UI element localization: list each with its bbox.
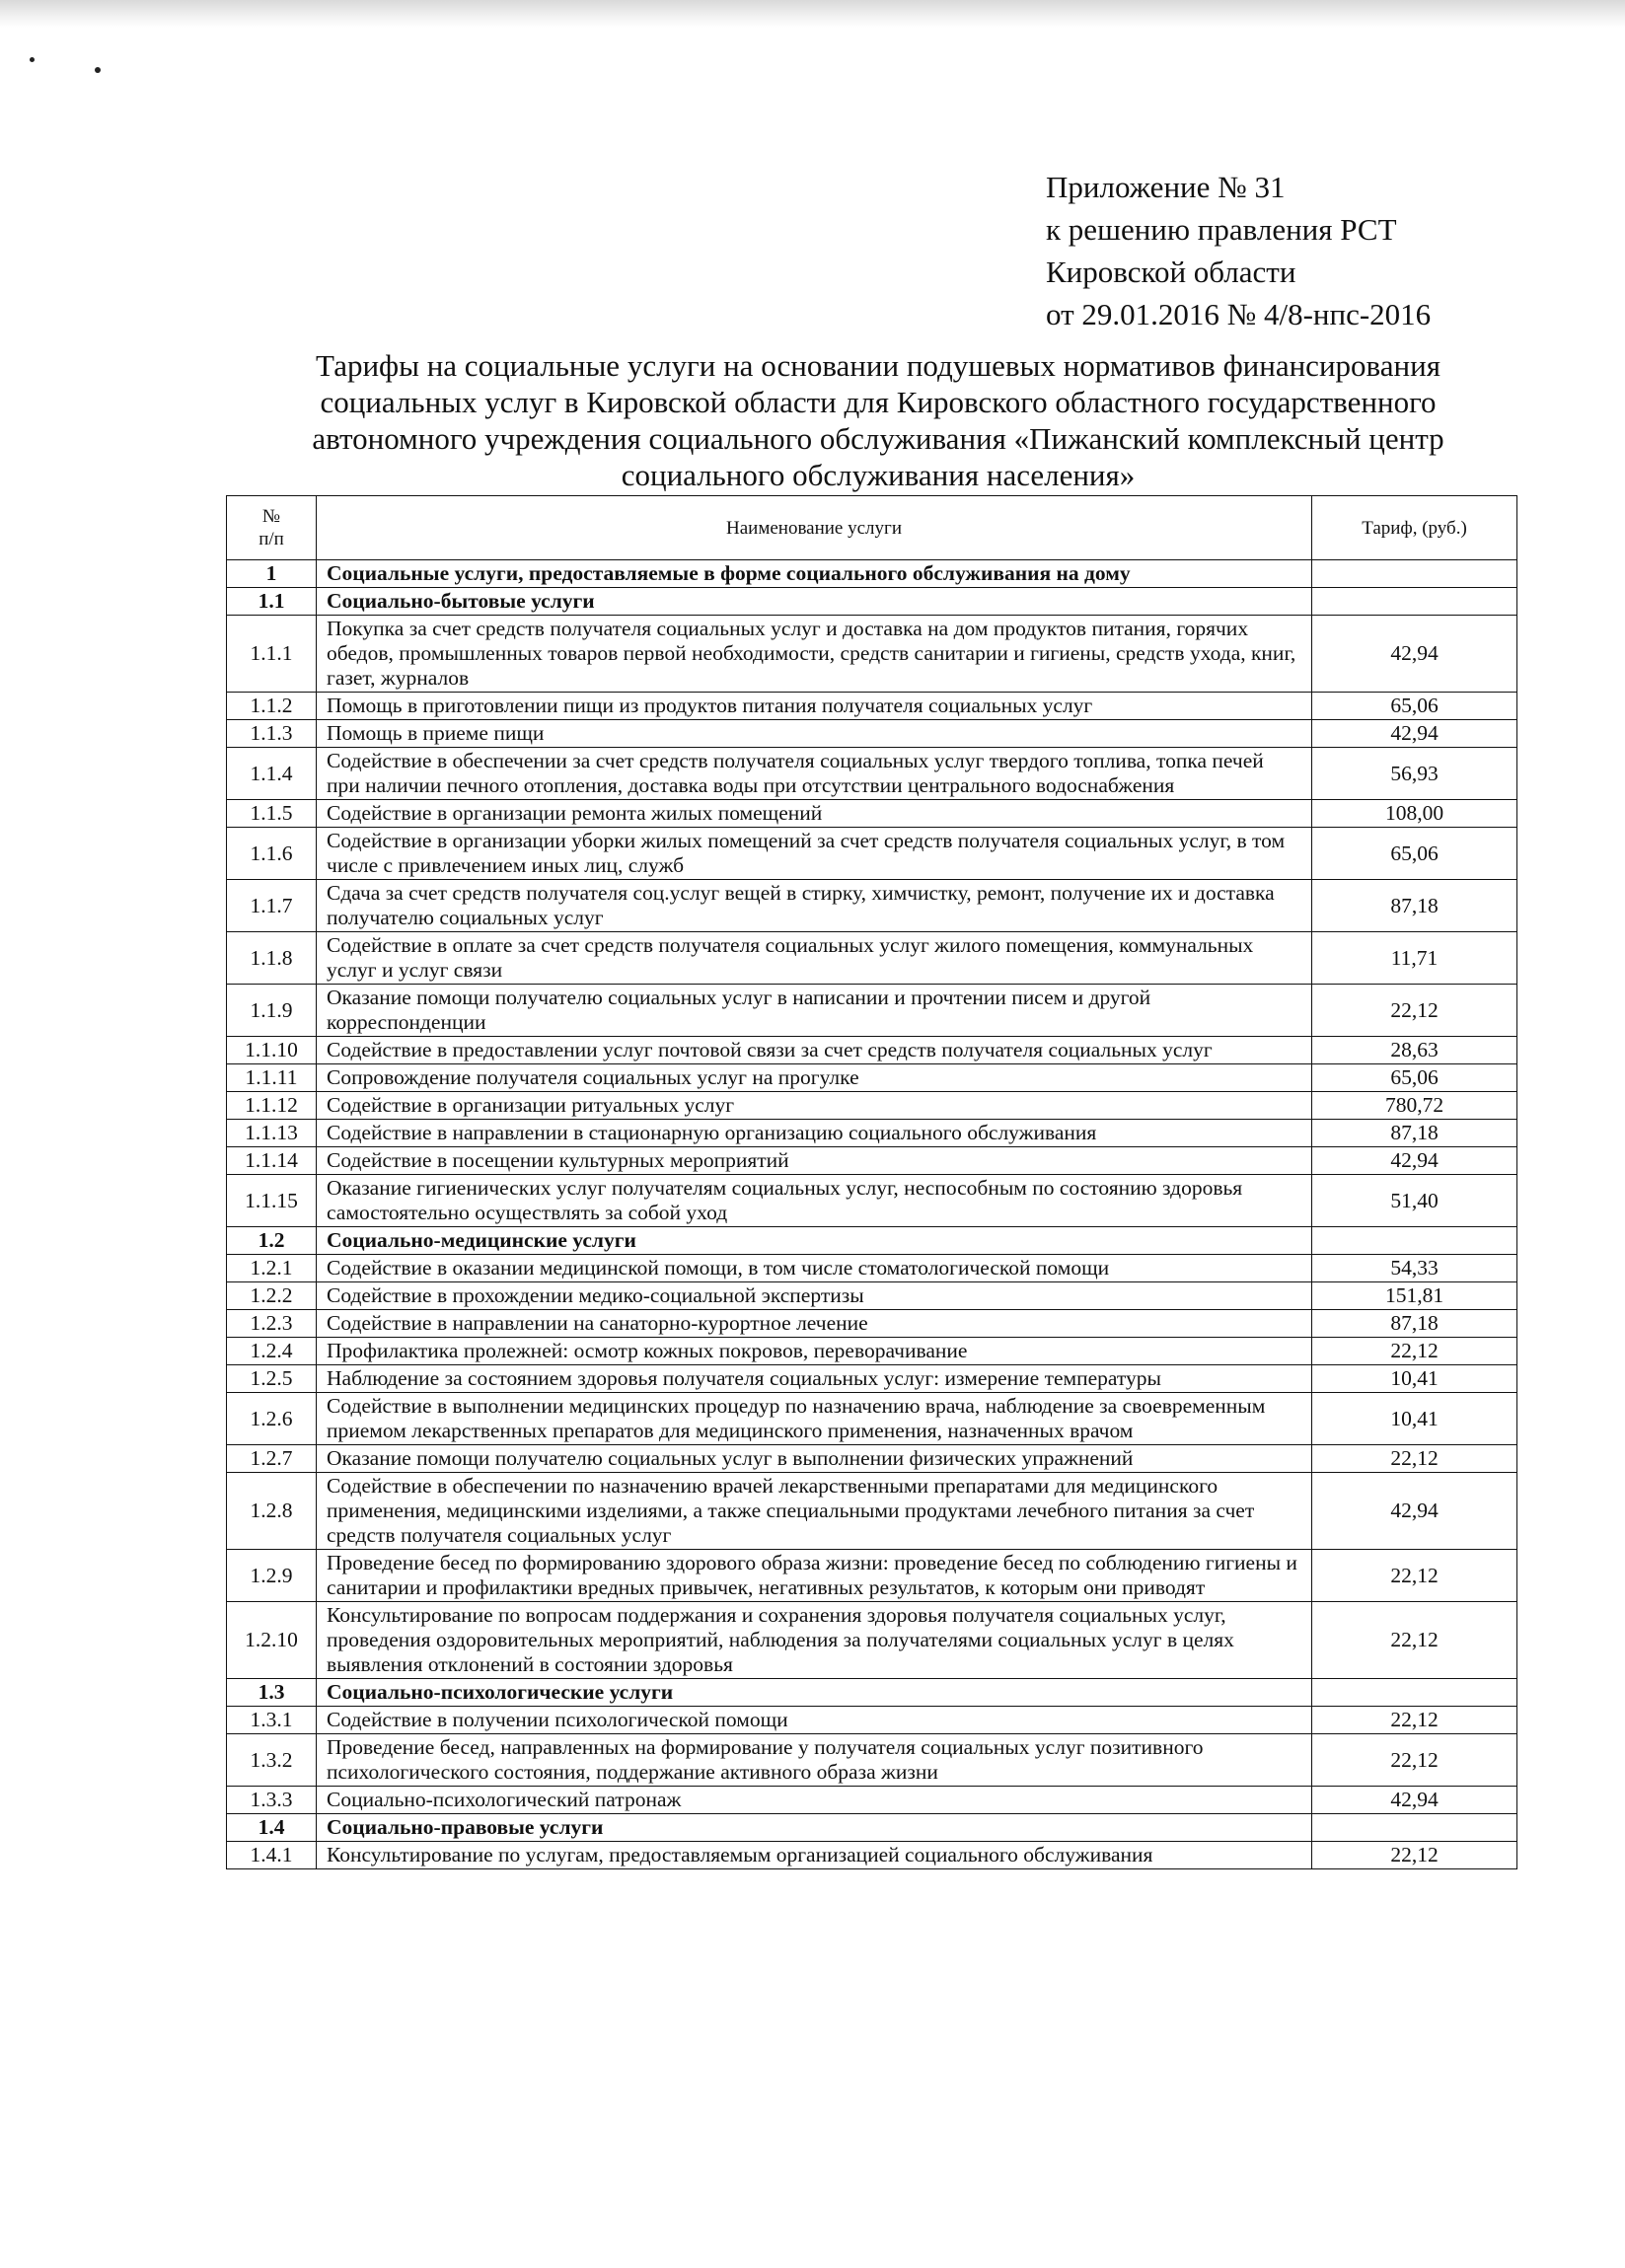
table-row bbox=[227, 1445, 1517, 1473]
row-number: 1 bbox=[227, 560, 317, 588]
row-service-name: Содействие в оказании медицинской помощи, в том числе стоматологической помощи bbox=[317, 1255, 1312, 1282]
table-row bbox=[227, 1175, 1517, 1227]
row-number: 1.2.4 bbox=[227, 1338, 317, 1365]
row-tariff: 22,12 bbox=[1312, 1734, 1517, 1787]
row-number: 1.1.2 bbox=[227, 693, 317, 720]
table-row bbox=[227, 985, 1517, 1037]
header-number-line1: № bbox=[261, 506, 281, 527]
row-tariff: 108,00 bbox=[1312, 800, 1517, 828]
row-tariff: 54,33 bbox=[1312, 1255, 1517, 1282]
header-tariff: Тариф, (руб.) bbox=[1312, 496, 1517, 560]
row-number: 1.1.8 bbox=[227, 932, 317, 985]
table-row bbox=[227, 1255, 1517, 1282]
tariff-table bbox=[226, 495, 1517, 1869]
row-service-name: Оказание гигиенических услуг получателям социальных услуг, неспособным по состоянию здоровья самостоятельно осуществлять за собой уход bbox=[317, 1175, 1312, 1227]
row-tariff: 42,94 bbox=[1312, 1147, 1517, 1175]
row-tariff: 87,18 bbox=[1312, 1310, 1517, 1338]
row-tariff: 87,18 bbox=[1312, 880, 1517, 932]
table-row bbox=[227, 1120, 1517, 1147]
row-tariff: 22,12 bbox=[1312, 1707, 1517, 1734]
row-service-name: Социально-психологические услуги bbox=[317, 1679, 1312, 1707]
table-row bbox=[227, 693, 1517, 720]
table-row bbox=[227, 1814, 1517, 1842]
table-row bbox=[227, 1147, 1517, 1175]
table-row bbox=[227, 1473, 1517, 1550]
table-row bbox=[227, 880, 1517, 932]
row-number: 1.1.12 bbox=[227, 1092, 317, 1120]
table-row bbox=[227, 1787, 1517, 1814]
table-row bbox=[227, 1365, 1517, 1393]
row-number: 1.4.1 bbox=[227, 1842, 317, 1869]
row-number: 1.1.5 bbox=[227, 800, 317, 828]
row-service-name: Наблюдение за состоянием здоровья получателя социальных услуг: измерение температуры bbox=[317, 1365, 1312, 1393]
row-number: 1.2.3 bbox=[227, 1310, 317, 1338]
table-row bbox=[227, 1734, 1517, 1787]
row-service-name: Профилактика пролежней: осмотр кожных покровов, переворачивание bbox=[317, 1338, 1312, 1365]
row-service-name: Содействие в направлении в стационарную организацию социального обслуживания bbox=[317, 1120, 1312, 1147]
row-service-name: Сдача за счет средств получателя соц.услуг вещей в стирку, химчистку, ремонт, получение их и доставка получателю социальных услуг bbox=[317, 880, 1312, 932]
appendix-block bbox=[1046, 166, 1559, 335]
row-number: 1.4 bbox=[227, 1814, 317, 1842]
row-tariff: 87,18 bbox=[1312, 1120, 1517, 1147]
row-service-name: Помощь в приготовлении пищи из продуктов питания получателя социальных услуг bbox=[317, 693, 1312, 720]
row-tariff: 65,06 bbox=[1312, 1064, 1517, 1092]
row-number: 1.3 bbox=[227, 1679, 317, 1707]
row-number: 1.1.13 bbox=[227, 1120, 317, 1147]
row-tariff: 42,94 bbox=[1312, 1473, 1517, 1550]
table-row bbox=[227, 1227, 1517, 1255]
row-tariff: 22,12 bbox=[1312, 1550, 1517, 1602]
row-tariff: 151,81 bbox=[1312, 1282, 1517, 1310]
row-service-name: Содействие в выполнении медицинских процедур по назначению врача, наблюдение за своевременным приемом лекарственных препаратов для медицинского применения, назначенных врачом bbox=[317, 1393, 1312, 1445]
row-number: 1.2.9 bbox=[227, 1550, 317, 1602]
row-service-name: Содействие в прохождении медико-социальной экспертизы bbox=[317, 1282, 1312, 1310]
table-row bbox=[227, 932, 1517, 985]
row-number: 1.1.4 bbox=[227, 748, 317, 800]
row-tariff: 22,12 bbox=[1312, 1445, 1517, 1473]
title-line: автономного учреждения социального обслуживания «Пижанский комплексный центр bbox=[312, 421, 1444, 456]
table-row bbox=[227, 1602, 1517, 1679]
row-tariff: 10,41 bbox=[1312, 1393, 1517, 1445]
row-service-name: Содействие в обеспечении за счет средств получателя социальных услуг твердого топлива, топка печей при наличии печного отопления, доставка воды при отсутствии центрального водоснабжения bbox=[317, 748, 1312, 800]
table-row bbox=[227, 560, 1517, 588]
row-service-name: Содействие в предоставлении услуг почтовой связи за счет средств получателя социальных услуг bbox=[317, 1037, 1312, 1064]
row-tariff: 42,94 bbox=[1312, 616, 1517, 693]
appendix-line: Кировской области bbox=[1046, 255, 1296, 289]
header-number bbox=[227, 496, 317, 560]
row-number: 1.2 bbox=[227, 1227, 317, 1255]
row-number: 1.2.8 bbox=[227, 1473, 317, 1550]
row-service-name: Проведение бесед по формированию здорового образа жизни: проведение бесед по соблюдению гигиены и санитарии и профилактики вредных привычек, негативных результатов, к которым они приводят bbox=[317, 1550, 1312, 1602]
row-service-name: Социально-бытовые услуги bbox=[317, 588, 1312, 616]
row-service-name: Оказание помощи получателю социальных услуг в написании и прочтении писем и другой корреспонденции bbox=[317, 985, 1312, 1037]
row-tariff: 42,94 bbox=[1312, 1787, 1517, 1814]
table-row bbox=[227, 1092, 1517, 1120]
row-service-name: Содействие в обеспечении по назначению врачей лекарственными препаратами для медицинского применения, медицинскими изделиями, а также специальными продуктами лечебного питания за счет средств получателя социальных услуг bbox=[317, 1473, 1312, 1550]
scan-speck bbox=[95, 67, 101, 73]
row-tariff: 51,40 bbox=[1312, 1175, 1517, 1227]
row-number: 1.3.2 bbox=[227, 1734, 317, 1787]
scan-speck bbox=[30, 57, 35, 62]
row-tariff: 22,12 bbox=[1312, 1602, 1517, 1679]
row-service-name: Социально-медицинские услуги bbox=[317, 1227, 1312, 1255]
row-service-name: Содействие в организации уборки жилых помещений за счет средств получателя социальных услуг, в том числе с привлечением иных лиц, служб bbox=[317, 828, 1312, 880]
appendix-line: от 29.01.2016 № 4/8-нпс-2016 bbox=[1046, 297, 1432, 331]
table-row bbox=[227, 748, 1517, 800]
row-service-name: Помощь в приеме пищи bbox=[317, 720, 1312, 748]
title-line: социального обслуживания населения» bbox=[621, 458, 1136, 492]
row-number: 1.1.3 bbox=[227, 720, 317, 748]
row-tariff: 28,63 bbox=[1312, 1037, 1517, 1064]
row-number: 1.1.15 bbox=[227, 1175, 317, 1227]
row-service-name: Содействие в посещении культурных мероприятий bbox=[317, 1147, 1312, 1175]
row-service-name: Социально-правовые услуги bbox=[317, 1814, 1312, 1842]
row-number: 1.2.7 bbox=[227, 1445, 317, 1473]
row-number: 1.2.10 bbox=[227, 1602, 317, 1679]
table-row bbox=[227, 616, 1517, 693]
row-service-name: Содействие в получении психологической помощи bbox=[317, 1707, 1312, 1734]
row-service-name: Социально-психологический патронаж bbox=[317, 1787, 1312, 1814]
table-row bbox=[227, 720, 1517, 748]
row-tariff: 10,41 bbox=[1312, 1365, 1517, 1393]
table-row bbox=[227, 1842, 1517, 1869]
row-tariff bbox=[1312, 588, 1517, 616]
document-title bbox=[237, 347, 1519, 493]
table-row bbox=[227, 1393, 1517, 1445]
table-header-row bbox=[227, 496, 1517, 560]
header-service-name: Наименование услуги bbox=[317, 496, 1312, 560]
table-row bbox=[227, 1707, 1517, 1734]
header-number-line2: п/п bbox=[259, 529, 284, 549]
row-tariff bbox=[1312, 1227, 1517, 1255]
row-tariff: 56,93 bbox=[1312, 748, 1517, 800]
row-number: 1.2.5 bbox=[227, 1365, 317, 1393]
title-line: Тарифы на социальные услуги на основании подушевых нормативов финансирования bbox=[316, 348, 1440, 383]
title-line: социальных услуг в Кировской области для Кировского областного государственного bbox=[320, 385, 1437, 419]
row-tariff: 11,71 bbox=[1312, 932, 1517, 985]
row-service-name: Содействие в организации ремонта жилых помещений bbox=[317, 800, 1312, 828]
row-number: 1.1.11 bbox=[227, 1064, 317, 1092]
row-number: 1.3.3 bbox=[227, 1787, 317, 1814]
row-number: 1.1.14 bbox=[227, 1147, 317, 1175]
row-service-name: Содействие в организации ритуальных услуг bbox=[317, 1092, 1312, 1120]
row-tariff: 65,06 bbox=[1312, 693, 1517, 720]
row-number: 1.2.1 bbox=[227, 1255, 317, 1282]
row-service-name: Покупка за счет средств получателя социальных услуг и доставка на дом продуктов питания, горячих обедов, промышленных товаров первой необходимости, средств санитарии и гигиены, средств ухода, книг, газет, журналов bbox=[317, 616, 1312, 693]
row-number: 1.1.7 bbox=[227, 880, 317, 932]
row-tariff: 42,94 bbox=[1312, 720, 1517, 748]
row-tariff: 22,12 bbox=[1312, 1842, 1517, 1869]
row-tariff: 22,12 bbox=[1312, 1338, 1517, 1365]
row-number: 1.1.10 bbox=[227, 1037, 317, 1064]
table-row bbox=[227, 800, 1517, 828]
table-row bbox=[227, 1282, 1517, 1310]
appendix-line: к решению правления РСТ bbox=[1046, 212, 1397, 247]
row-service-name: Консультирование по вопросам поддержания и сохранения здоровья получателя социальных услуг, проведения оздоровительных мероприятий, наблюдения за получателями социальных услуг в целях выявления отклонений в состоянии здоровья bbox=[317, 1602, 1312, 1679]
row-number: 1.1 bbox=[227, 588, 317, 616]
row-number: 1.1.9 bbox=[227, 985, 317, 1037]
table-row bbox=[227, 1064, 1517, 1092]
row-tariff bbox=[1312, 1679, 1517, 1707]
row-tariff bbox=[1312, 560, 1517, 588]
row-number: 1.2.2 bbox=[227, 1282, 317, 1310]
table-row bbox=[227, 1310, 1517, 1338]
table-row bbox=[227, 588, 1517, 616]
row-service-name: Проведение бесед, направленных на формирование у получателя социальных услуг позитивного психологического состояния, поддержание активного образа жизни bbox=[317, 1734, 1312, 1787]
row-service-name: Содействие в направлении на санаторно-курортное лечение bbox=[317, 1310, 1312, 1338]
row-number: 1.2.6 bbox=[227, 1393, 317, 1445]
table-row bbox=[227, 1550, 1517, 1602]
row-service-name: Социальные услуги, предоставляемые в форме социального обслуживания на дому bbox=[317, 560, 1312, 588]
row-number: 1.3.1 bbox=[227, 1707, 317, 1734]
appendix-line: Приложение № 31 bbox=[1046, 170, 1286, 204]
row-number: 1.1.6 bbox=[227, 828, 317, 880]
table-row bbox=[227, 1679, 1517, 1707]
scan-shadow bbox=[0, 0, 1625, 28]
row-tariff bbox=[1312, 1814, 1517, 1842]
row-service-name: Сопровождение получателя социальных услуг на прогулке bbox=[317, 1064, 1312, 1092]
row-tariff: 22,12 bbox=[1312, 985, 1517, 1037]
table-row bbox=[227, 1338, 1517, 1365]
row-service-name: Оказание помощи получателю социальных услуг в выполнении физических упражнений bbox=[317, 1445, 1312, 1473]
row-service-name: Содействие в оплате за счет средств получателя социальных услуг жилого помещения, коммунальных услуг и услуг связи bbox=[317, 932, 1312, 985]
table-row bbox=[227, 1037, 1517, 1064]
table-row bbox=[227, 828, 1517, 880]
row-tariff: 780,72 bbox=[1312, 1092, 1517, 1120]
row-number: 1.1.1 bbox=[227, 616, 317, 693]
row-tariff: 65,06 bbox=[1312, 828, 1517, 880]
row-service-name: Консультирование по услугам, предоставляемым организацией социального обслуживания bbox=[317, 1842, 1312, 1869]
